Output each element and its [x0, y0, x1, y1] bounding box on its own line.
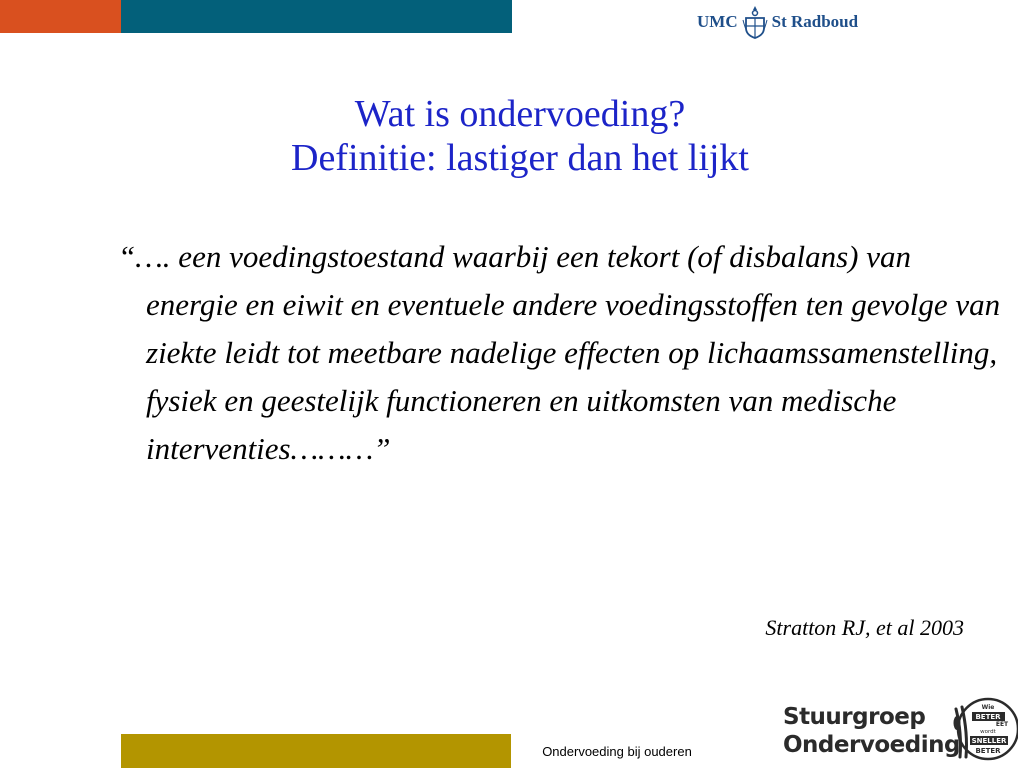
svg-text:SNELLER: SNELLER [971, 737, 1007, 745]
svg-text:EET: EET [995, 721, 1009, 728]
logo-umc-text: UMC [697, 12, 738, 31]
title-line-2: Definitie: lastiger dan het lijkt [291, 137, 749, 179]
crest-icon [742, 4, 768, 40]
title-line-1: Wat is ondervoeding? [354, 93, 686, 135]
svg-text:BETER: BETER [975, 713, 1001, 721]
definition-quote: “…. een voedingstoestand waarbij een tekort (of disbalans) van energie en eiwit en eventuele andere voedingsstoffen ten gevolge van ziekte leidt tot meetbare nadelige effecten op lichaamssamenstelling, fysiek en geestelijk functioneren en uitkomsten van medische interventies………” [118, 239, 1001, 466]
svg-text:Wie: Wie [981, 704, 995, 711]
logo-line-1: Stuurgroep [783, 704, 926, 730]
wie-beter-eet-badge-icon [948, 693, 1018, 765]
footer-bar-gold [121, 734, 511, 768]
footer-label: Ondervoeding bij ouderen [542, 743, 692, 759]
svg-text:BETER: BETER [975, 747, 1001, 755]
header-bar-teal [121, 0, 512, 33]
umc-radboud-logo [697, 4, 858, 40]
header-bar-orange [0, 0, 121, 33]
stuurgroep-ondervoeding-logo [776, 689, 1024, 768]
slide-title [0, 92, 1024, 180]
stuurgroep-logo-text [783, 703, 960, 759]
logo-radboud-text: St Radboud [771, 12, 859, 31]
citation: Stratton RJ, et al 2003 [765, 615, 964, 640]
svg-text:wordt: wordt [980, 729, 996, 735]
logo-line-2: Ondervoeding [783, 732, 960, 758]
